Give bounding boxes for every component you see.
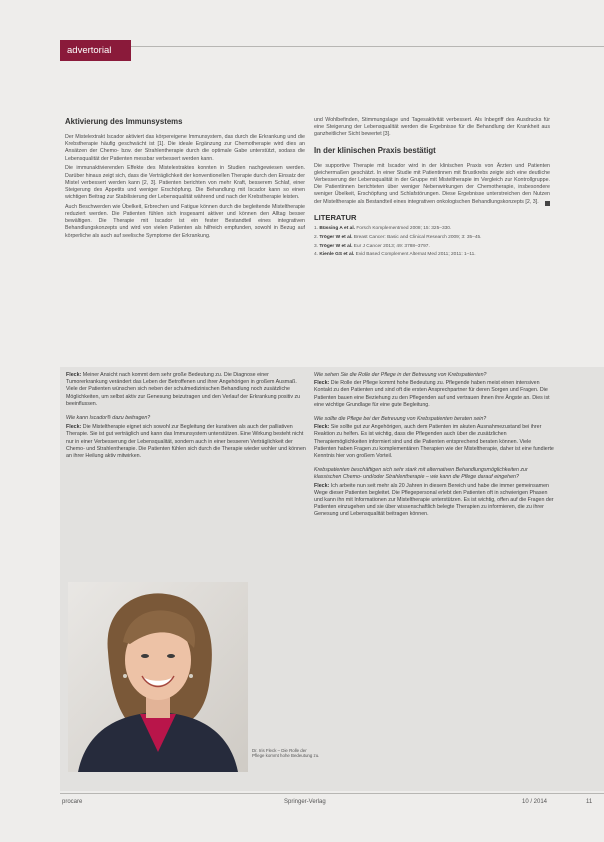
left-article-paragraph: Auch Beschwerden wie Übelkeit, Erbrechen und Fatigue können durch die begleitende Misteltherapie reduziert werden. Die Patienten fühlen sich insgesamt aktiver und können den Alltag besser bewältigen. Die Therapie mit Iscador ist ein fester Bestandteil eines integrativen Behandlungskonzepts und wird von vielen Patienten als hilfreich empfunden, sowohl in Bezug auf körperliche als auch auf seelische Symptome der Erkrankung.: [65, 203, 305, 239]
interview-question: Krebspatienten beschäftigen sich sehr stark mit alternativen Behandlungsmöglichkeiten zur klassischen Chemo- und/oder Strahlentherapie – wie kann die Pflege darauf eingehen?: [314, 467, 528, 481]
interview-answer: Fleck: Sie sollte gut zur Angehörigen, auch dem Patienten im akuten Ausnahmezustand bei ihrer Reaktion zu helfen. Es ist wichtig, dass die Pflegenden auch über die zusätzlichen Therapiemöglichkeiten informiert sind und die Patienten entsprechend beraten können. Viele Patienten haben Fragen zu komplementären Therapien wie der Misteltherapie, daher ist eine fundierte Kenntnis hier von großem Vorteil.: [314, 424, 554, 460]
left-article: [65, 117, 305, 242]
interview-answer: Fleck: Ich arbeite nun seit mehr als 20 Jahren in diesem Bereich und habe die immer gemeinsamen Wege dieser Patienten begleitet. Die Pflegepersonal erlebt den Patienten oft in schwierigen Phasen und kann ihn mit Informationen zur Misteltherapie unterstützen. Es ist wichtig, offen auf die Fragen der Patienten einzugehen und sie über wissenschaftlich belegte Therapien zu informieren, die zu ihrer Genesung und Lebensqualität beitragen können.: [314, 482, 554, 518]
footer-publisher: Springer-Verlag: [284, 799, 326, 805]
interview-right-column: [314, 372, 554, 526]
left-article-heading: Aktivierung des Immunsystems: [65, 117, 183, 126]
literature-item: 1. Büssing A et al. Forsch Komplementmed 2008; 15: 325–330.: [314, 226, 452, 232]
literature-heading: LITERATUR: [314, 212, 357, 222]
interview-answer: Fleck: Die Rolle der Pflege kommt hohe Bedeutung zu. Pflegende haben meist einen intensiven Kontakt zu den Patienten und sind oft die ersten Ansprechpartner für deren Sorgen und Fragen. Die Patienten bauen eine Beziehung zu den Pflegenden auf und vertrauen ihnen ihre Ängste an. Dies ist eine wichtige Grundlage für eine gute Begleitung.: [314, 380, 550, 408]
photo-caption: Dr. Iris Fleck – Die Rolle der Pflege kommt hohe Bedeutung zu.: [252, 748, 320, 759]
right-article: [314, 117, 550, 261]
interview-answer: Fleck: Die Misteltherapie eignet sich sowohl zur Begleitung der kurativen als auch der palliativen Therapie. Sie ist gut verträglich und kann das Immunsystem unterstützen. Eine Wirkung besteht nicht nur in einer Verbesserung der Lebensqualität, sondern auch in einer besseren Verträglichkeit der Chemo- und Strahlentherapie. Die Patienten fühlen sich durch die Therapie wieder wohler und können an ihrer Heilung aktiv mitwirken.: [66, 424, 306, 460]
literature-item: 4. Kienle GS et al. Evid Based Complement Alternat Med 2011; 2011: 1–11.: [314, 252, 476, 258]
footer-journal: procare: [62, 799, 83, 805]
interview-left-column: [66, 372, 306, 467]
right-article-heading: In der klinischen Praxis bestätigt: [314, 145, 436, 155]
literature-item: 3. Tröger W et al. Eur J Cancer 2013; 49: 3788–3797.: [314, 243, 430, 249]
end-of-article-icon: [545, 201, 550, 206]
interview-question: Wie kann Iscador® dazu beitragen?: [66, 415, 151, 422]
literature-item: 2. Tröger W et al. Breast Cancer: Basic and Clinical Research 2009; 3: 35–45.: [314, 234, 482, 240]
header-rule: [60, 46, 604, 47]
portrait-image: [68, 582, 248, 772]
left-article-paragraph: Der Mistelextrakt Iscador aktiviert das körpereigene Immunsystem, das durch die Erkrankung und die Krebstherapie häufig geschwächt ist [1]. Die ideale Ergänzung zur Chemotherapie wird dies an Ansätzen der Chemo- bzw. der Strahlentherapie durch die optimale Gabe unterstützt, sodass die Lebensqualität der Patienten messbar verbessert werden kann.: [65, 134, 305, 162]
interview-answer: Fleck: Meiner Ansicht nach kommt dem sehr große Bedeutung zu. Die Diagnose einer Tumorerkrankung verändert das Leben der Betroffenen und ihrer Angehörigen in großem Ausmaß. Viele der Patienten wünschen sich neben der schulmedizinischen Behandlung noch zusätzliche Möglichkeiten, um selbst aktiv zur Genesung beizutragen und den Verlauf der Erkrankung positiv zu beeinflussen.: [66, 372, 301, 407]
interview-question: Wie sehen Sie die Rolle der Pflege in der Betreuung von Krebspatienten?: [314, 372, 487, 378]
right-article-intro: und Wohlbefinden, Stimmungslage und Tagesaktivität verbessert. Als Inbegriff des Ausdrucks für eine Steigerung der Lebensqualität werden die Ergebnisse für die Behandlung der Krankheit aus ganzheitlicher Sicht bewertet [3].: [314, 117, 550, 138]
advertorial-banner: advertorial: [60, 40, 131, 61]
footer-page-number: 11: [586, 799, 593, 805]
footer-rule: [60, 793, 604, 794]
portrait-photo: [68, 582, 248, 772]
left-article-paragraph: Die immunaktivierenden Effekte des Mistelextraktes konnten in Studien nachgewiesen werden. Darüber hinaus zeigt sich, dass die Verträglichkeit der konventionellen Therapie durch den Einsatz der Mistel verbessert werden kann [2, 3]. Patienten berichten von mehr Kraft, besserem Schlaf, einer Steigerung des Appetits und weniger Erschöpfung. Die Behandlung mit Iscador kann so einen wichtigen Beitrag zur Stabilisierung der Lebensqualität während und nach der Krebstherapie leisten.: [65, 165, 305, 201]
interview-question: Wie sollte die Pflege bei der Betreuung von Krebspatienten beraten sein?: [314, 416, 487, 423]
right-article-paragraph: Die supportive Therapie mit Iscador wird in der klinischen Praxis von Ärzten und Patienten gleichermaßen geschätzt. In einer Studie mit Patientinnen mit Brustkrebs zeigte sich eine deutliche Verbesserung der Lebensqualität in der Gruppe mit Misteltherapie im Vergleich zur Kontrollgruppe. Die Patientinnen berichteten über weniger Nebenwirkungen der Chemotherapie, insbesondere weniger Übelkeit, Erschöpfung und Schlafstörungen. Diese Ergebnisse unterstreichen den Nutzen der Misteltherapie als Bestandteil eines integrativen onkologischen Behandlungskonzepts [2, 3].: [314, 162, 550, 205]
footer-issue: 10 / 2014: [522, 799, 548, 805]
